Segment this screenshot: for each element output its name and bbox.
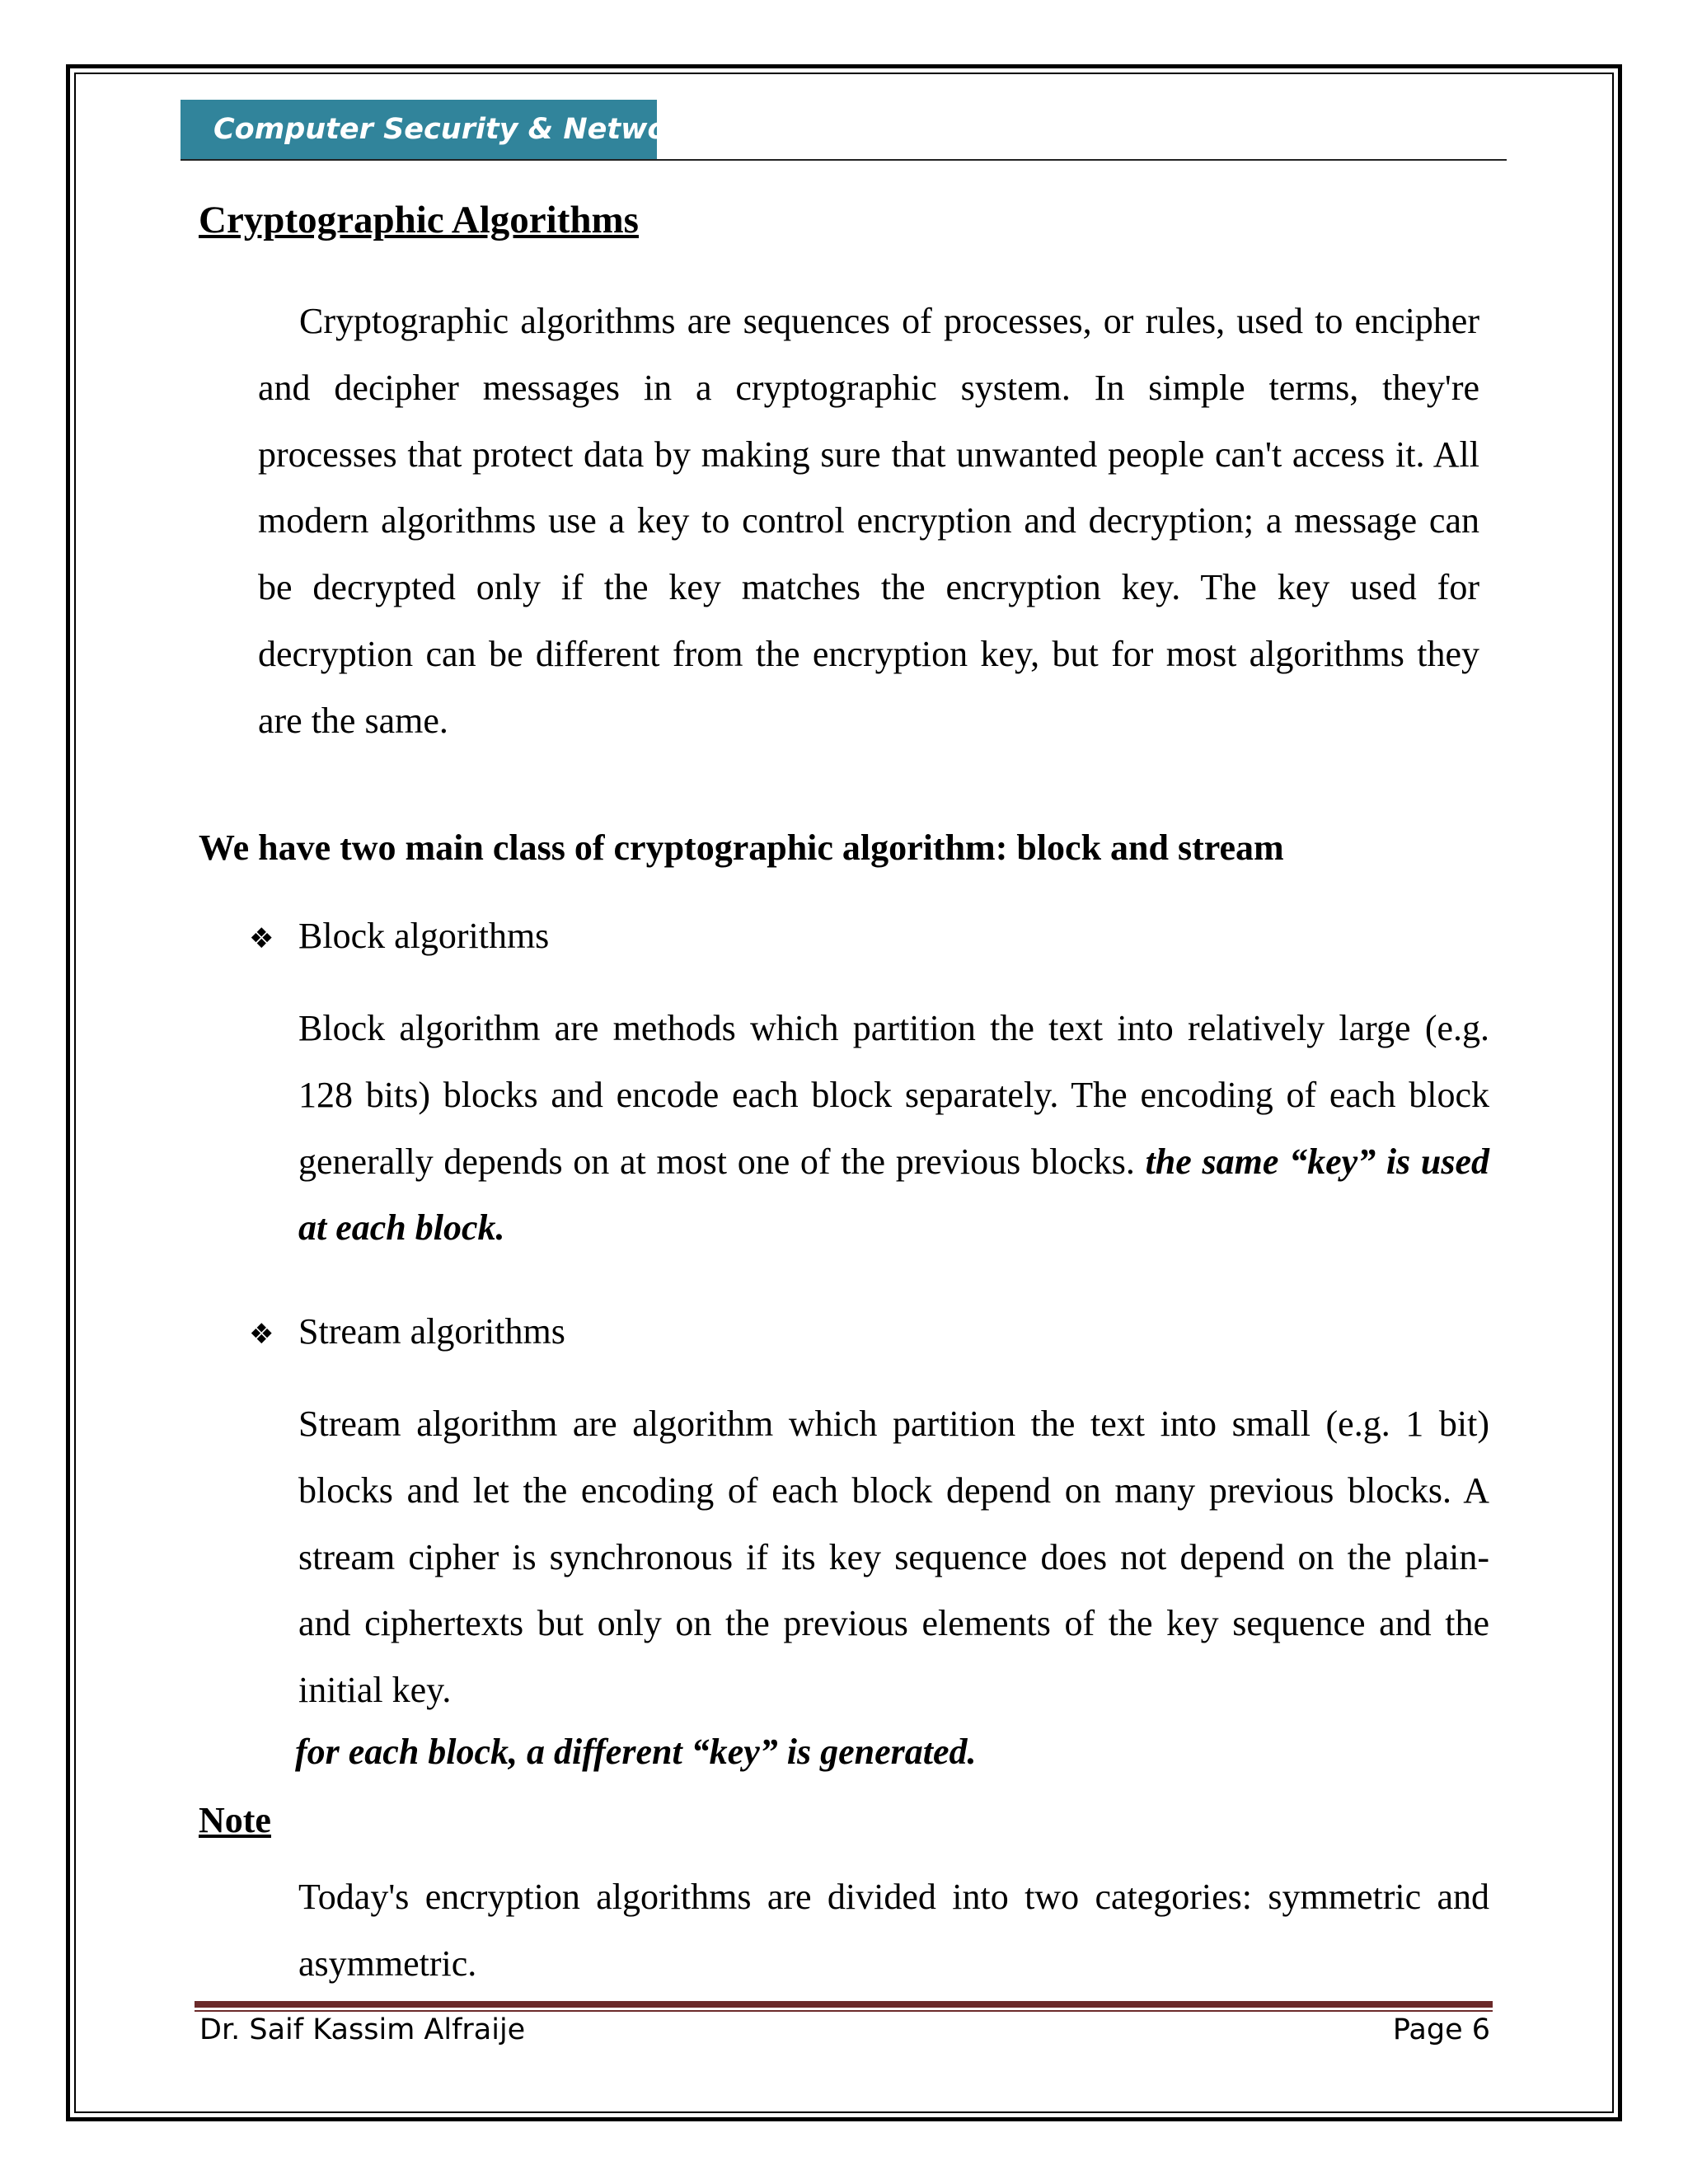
classes-lead-sentence: We have two main class of cryptographic algorithm: block and stream: [199, 827, 1284, 868]
block-algorithms-emphasis: the same “key” is used at each block.: [298, 1141, 1489, 1249]
bullet-block-algorithms: [249, 915, 549, 957]
diamond-bullet-icon: ❖: [249, 922, 274, 955]
block-algorithms-paragraph: [298, 996, 1489, 1262]
bullet-stream-algorithms: [249, 1310, 565, 1352]
footer-author: Dr. Saif Kassim Alfraije: [199, 2013, 526, 2046]
footer-rule: [195, 2001, 1493, 2008]
note-paragraph: Today's encryption algorithms are divided into two categories: symmetric and asymmetric.: [298, 1877, 1489, 1984]
bullet-heading: Stream algorithms: [298, 1311, 565, 1352]
diamond-bullet-icon: ❖: [249, 1318, 274, 1351]
bullet-heading: Block algorithms: [298, 916, 550, 956]
section-title: Cryptographic Algorithms: [199, 199, 639, 241]
stream-algorithms-emphasis: for each block, a different “key” is generated.: [295, 1732, 977, 1772]
note-label: Note: [199, 1800, 271, 1840]
page-number: Page 6: [1392, 2013, 1490, 2046]
header-tab: Computer Security & Network: [181, 100, 657, 159]
stream-algorithms-paragraph: Stream algorithm are algorithm which partition the text into small (e.g. 1 bit) blocks and let the encoding of each block depend on many previous blocks. A stream cipher is synchronous if its key sequence does not depend on the plain- and ciphertexts but only on the previous elements of the key sequence and the initial key.: [298, 1404, 1489, 1711]
footer-rule-thin: [195, 2010, 1493, 2012]
intro-paragraph: Cryptographic algorithms are sequences of processes, or rules, used to encipher and decipher messages in a cryptographic system. In simple terms, they're processes that protect data by making sure that unwanted people can't access it. All modern algorithms use a key to control encryption and decryption; a message can be decrypted only if the key matches the encryption key. The key used for decryption can be different from the encryption key, but for most algorithms they are the same.: [258, 301, 1479, 741]
block-algorithms-text: Block algorithm are methods which partition the text into relatively large (e.g. 128 bits) blocks and encode each block separately. The encoding of each block generally depends on at most one of the previous blocks.: [298, 1008, 1489, 1182]
header-rule: [181, 159, 1507, 161]
